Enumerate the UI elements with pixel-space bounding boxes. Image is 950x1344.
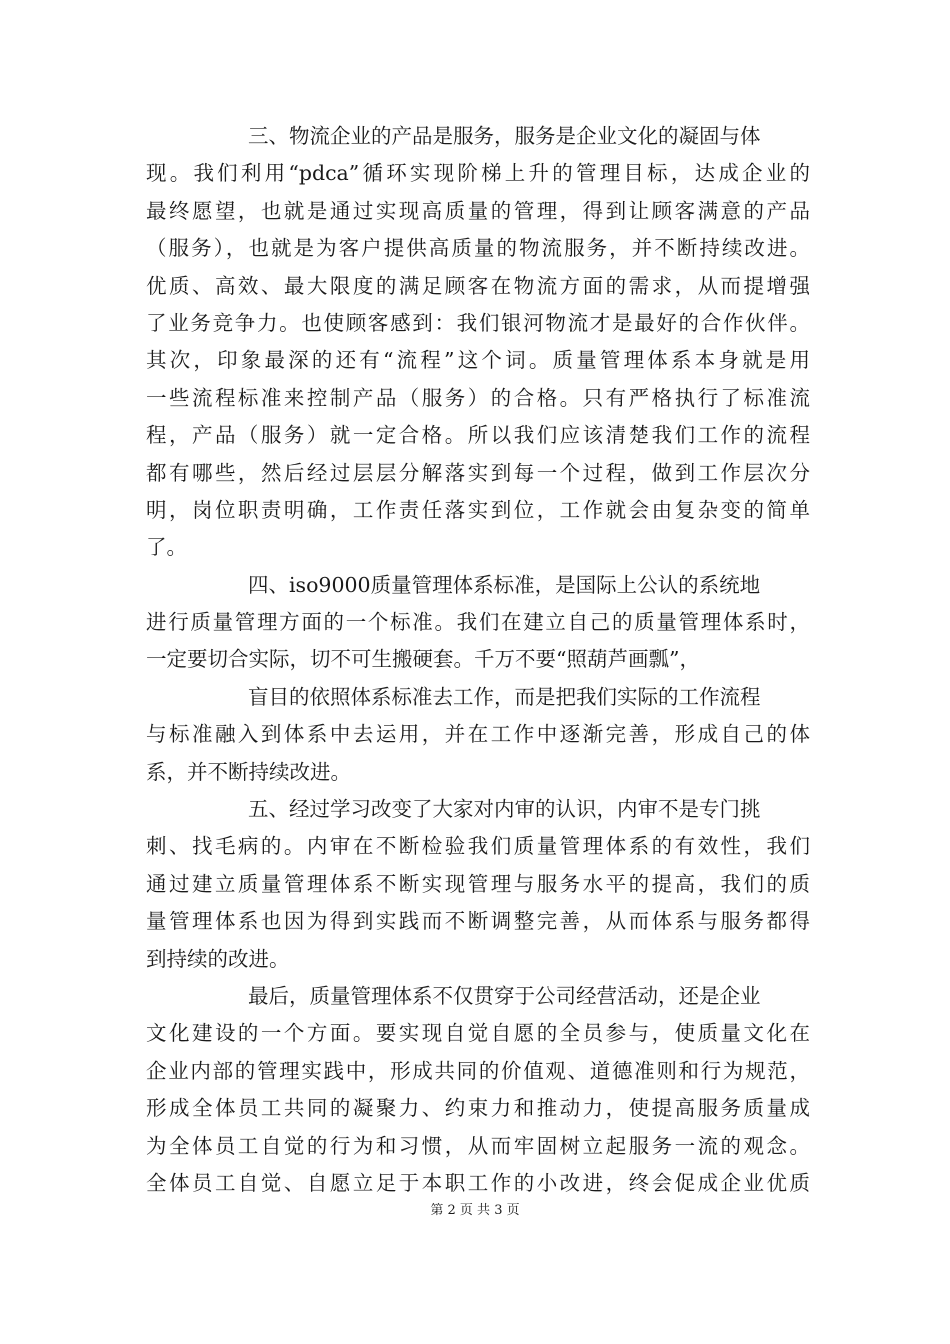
text-line: 明，岗位职责明确，工作责任落实到位，工作就会由复杂变的简单	[146, 497, 810, 522]
text-line: 五、经过学习改变了大家对内审的认识，内审不是专门挑	[248, 797, 761, 822]
text-line: 全体员工自觉、自愿立足于本职工作的小改进，终会促成企业优质	[146, 1170, 810, 1195]
text-line: 为全体员工自觉的行为和习惯，从而牢固树立起服务一流的观念。	[146, 1133, 810, 1158]
text-line: 与标准融入到体系中去运用，并在工作中逐渐完善，形成自己的体	[146, 722, 810, 747]
text-line: 企业内部的管理实践中，形成共同的价值观、道德准则和行为规范，	[146, 1058, 810, 1083]
text-line: 到持续的改进。	[146, 946, 290, 971]
document-body	[146, 118, 810, 1202]
text-line: 一些流程标准来控制产品（服务）的合格。只有严格执行了标准流	[146, 385, 810, 410]
text-line: 优质、高效、最大限度的满足顾客在物流方面的需求，从而提增强	[146, 273, 810, 298]
text-line: 三、物流企业的产品是服务，服务是企业文化的凝固与体	[248, 124, 761, 148]
text-line: 都有哪些，然后经过层层分解落实到每一个过程，做到工作层次分	[146, 460, 810, 485]
text-line: 了。	[146, 535, 187, 560]
text-line: 最终愿望，也就是通过实现高质量的管理，得到让顾客满意的产品	[146, 198, 810, 223]
text-line: 进行质量管理方面的一个标准。我们在建立自己的质量管理体系时，	[146, 610, 810, 635]
text-line: 其次，印象最深的还有“流程”这个词。质量管理体系本身就是用	[146, 348, 810, 373]
text-line: 程，产品（服务）就一定合格。所以我们应该清楚我们工作的流程	[146, 423, 810, 448]
text-line: 系，并不断持续改进。	[146, 759, 351, 784]
text-line: 量管理体系也因为得到实践而不断调整完善，从而体系与服务都得	[146, 909, 810, 934]
text-line: 刺、找毛病的。内审在不断检验我们质量管理体系的有效性，我们	[146, 834, 810, 859]
page-number-label: 第 2 页 共 3 页	[430, 1203, 520, 1218]
text-line: 了业务竞争力。也使顾客感到：我们银河物流才是最好的合作伙伴。	[146, 310, 810, 335]
text-line: 文化建设的一个方面。要实现自觉自愿的全员参与，使质量文化在	[146, 1021, 810, 1046]
text-line: 四、iso9000质量管理体系标准，是国际上公认的系统地	[248, 572, 761, 597]
text-line: 通过建立质量管理体系不断实现管理与服务水平的提高，我们的质	[146, 871, 810, 896]
text-line: 盲目的依照体系标准去工作，而是把我们实际的工作流程	[248, 684, 761, 709]
text-line: 最后，质量管理体系不仅贯穿于公司经营活动，还是企业	[248, 983, 761, 1008]
text-line: 形成全体员工共同的凝聚力、约束力和推动力，使提高服务质量成	[146, 1096, 810, 1121]
text-line: 一定要切合实际，切不可生搬硬套。千万不要“照葫芦画瓢”，	[146, 647, 700, 672]
page-footer	[0, 1203, 950, 1219]
text-line: （服务），也就是为客户提供高质量的物流服务，并不断持续改进。	[146, 236, 810, 261]
text-line: 现。我们利用“pdca”循环实现阶梯上升的管理目标，达成企业的	[146, 161, 810, 186]
